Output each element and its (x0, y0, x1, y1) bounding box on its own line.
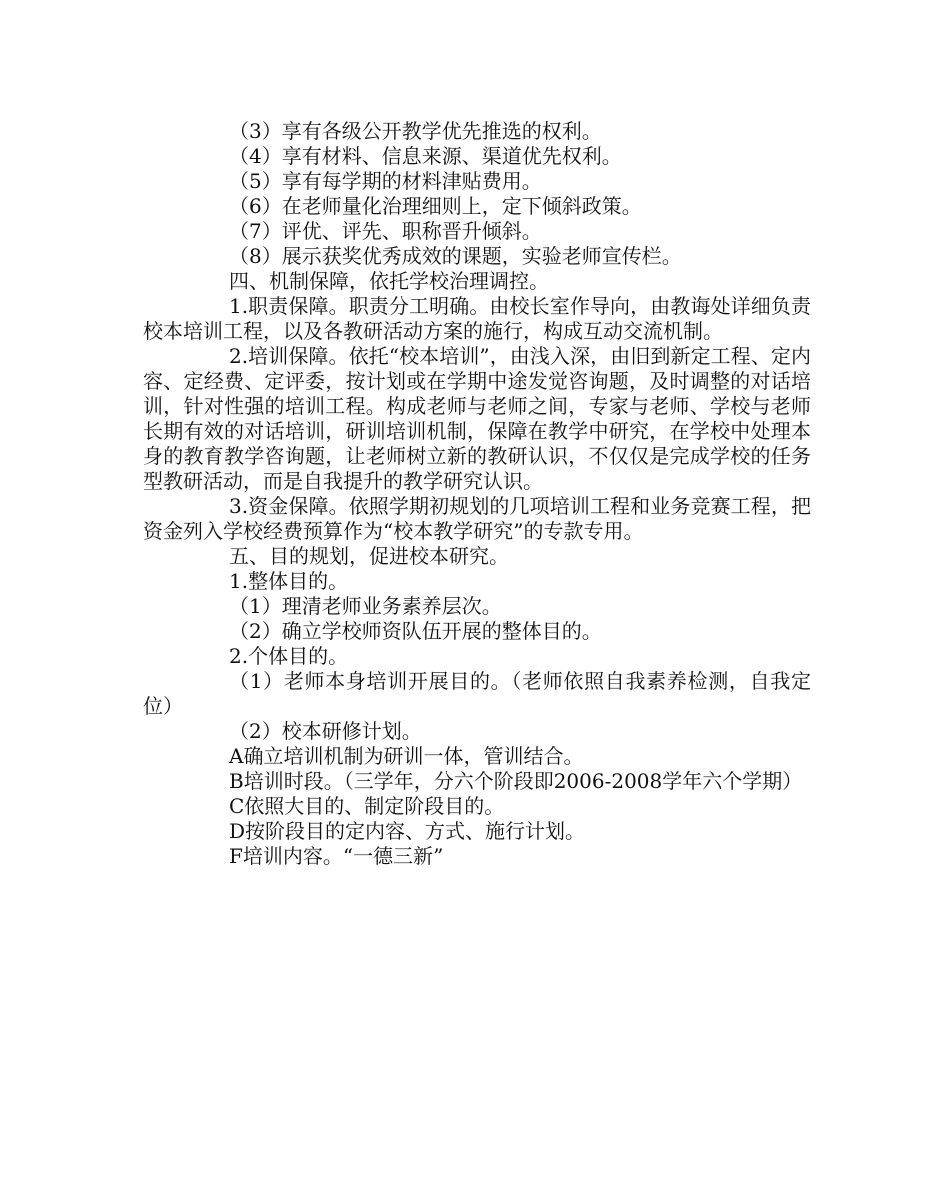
paragraph-right-6: （6）在老师量化治理细则上，定下倾斜政策。 (229, 194, 642, 218)
plan-item-a: A确立培训机制为研训一体，管训结合。 (229, 744, 584, 768)
overall-goal-2: （2）确立学校师资队伍开展的整体目的。 (229, 619, 602, 643)
paragraph-right-5: （5）享有每学期的材料津贴费用。 (229, 169, 542, 193)
section-heading-goals: 五、目的规划，促进校本研究。 (229, 544, 509, 568)
paragraph-funding: 3.资金保障。依照学期初规划的几项培训工程和业务竞赛工程，把资金列入学校经费预算作为“校本教学研究”的专款专用。 (143, 494, 811, 543)
section-heading-mechanism: 四、机制保障，依托学校治理调控。 (229, 269, 549, 293)
document-body (143, 119, 811, 869)
overall-goal-1: （1）理清老师业务素养层次。 (229, 594, 502, 618)
plan-item-b: B培训时段。（三学年，分六个阶段即2006-2008学年六个学期） (229, 769, 803, 793)
paragraph-training-guarantee: 2.培训保障。依托“校本培训”，由浅入深，由旧到新定工程、定内容、定经费、定评委，按计划或在学期中途发觉咨询题，及时调整的对话培训，针对性强的培训工程。构成老师与老师之间，专家与老师、学校与老师长期有效的对话培训，研训培训机制，保障在教学中研究，在学校中处理本身的教育教学咨询题，让老师树立新的教研认识，不仅仅是完成学校的任务型教研活动，而是自我提升的教学研究认识。 (143, 344, 811, 493)
individual-goal-1: （1）老师本身培训开展目的。（老师依照自我素养检测，自我定位） (143, 669, 811, 718)
subheading-overall-goal: 1.整体目的。 (229, 569, 349, 593)
subheading-individual-goal: 2.个体目的。 (229, 644, 349, 668)
plan-item-c: C依照大目的、制定阶段目的。 (229, 794, 505, 818)
paragraph-right-3: （3）享有各级公开教学优先推选的权利。 (229, 119, 602, 143)
paragraph-right-7: （7）评优、评先、职称晋升倾斜。 (229, 219, 542, 243)
paragraph-responsibility: 1.职责保障。职责分工明确。由校长室作导向，由教诲处详细负责校本培训工程，以及各教研活动方案的施行，构成互动交流机制。 (143, 294, 811, 343)
paragraph-right-8: （8）展示获奖优秀成效的课题，实验老师宣传栏。 (229, 244, 682, 268)
plan-item-f: F培训内容。“一德三新” (229, 844, 444, 868)
paragraph-right-4: （4）享有材料、信息来源、渠道优先权利。 (229, 144, 622, 168)
plan-item-d: D按阶段目的定内容、方式、施行计划。 (229, 819, 586, 843)
individual-goal-2: （2）校本研修计划。 (229, 719, 422, 743)
